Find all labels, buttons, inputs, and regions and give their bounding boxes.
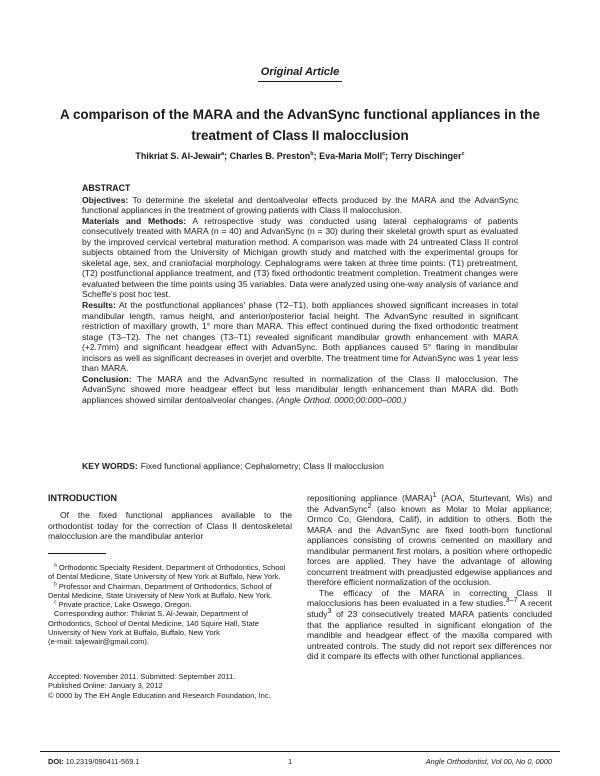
author-list: Thikriat S. Al-Jewair$^a$; Charles B. Preston$^b$; Eva-Maria Moll$^c$; Terry Dischinger$^c$ — [135, 151, 465, 161]
abstract-methods — [82, 216, 518, 300]
footnote-separator — [48, 553, 106, 554]
objectives-label: Objectives: — [82, 194, 129, 205]
text-span: repositioning appliance (MARA) — [307, 493, 433, 503]
abstract-conclusion — [82, 374, 518, 406]
citation-text: (Angle Orthod. 0000;00:000–000.) — [275, 394, 407, 405]
abstract-heading: ABSTRACT — [82, 183, 131, 193]
footnote-marker: c — [54, 599, 57, 606]
footnote-marker: b — [54, 581, 57, 588]
affiliation-footnotes — [48, 563, 292, 647]
intro-left-column — [48, 510, 292, 542]
intro-paragraph: Of the fixed functional appliances available to the orthodontist today for the correction of Class II dentoskeletal malocclusion are the mandibular anterior — [48, 510, 292, 542]
journal-citation: Angle Orthodontist, Vol 00, No 0, 0000 — [425, 757, 552, 766]
author-affiliation-marker: a — [221, 151, 225, 157]
author-name: Eva-Maria Moll — [319, 151, 383, 161]
intro-paragraph — [307, 588, 552, 662]
accepted-date: Accepted: November 2011. Submitted: September 2011. — [48, 672, 236, 681]
text-span: The efficacy of the MARA in correcting Class II malocclusions has been evaluated in a few studies. — [307, 587, 552, 609]
methods-text: A retrospective study was conducted using lateral cephalograms of patients consecutively treated with MARA (n = 40) and AdvanSync (n = 30) during their skeletal growth spurt as evaluated by the improved cervical vertebral maturation method. A comparison was made with 24 untreated Class II control subjects obtained from the University of Michigan growth study and matched with the experimental groups for skeletal age, sex, and craniofacial morphology. Cephalograms were taken at three time points: (T1) pretreatment, (T2) postfunctional appliance treatment, and (T3) fixed orthodontic treatment completion. Treatment changes were evaluated between the time points using 35 variables. Data were analyzed using one-way analysis of variance and Scheffe's post hoc test. — [82, 215, 518, 300]
introduction-heading: INTRODUCTION — [48, 493, 117, 503]
author-affiliation-marker: c — [461, 151, 465, 157]
page-number: 1 — [288, 757, 293, 766]
footnote-marker: a — [54, 562, 57, 569]
author-affiliation-marker: b — [310, 151, 314, 157]
keywords-label: KEY WORDS: — [82, 461, 138, 471]
footnote-item — [48, 582, 292, 601]
conclusion-label: Conclusion: — [82, 373, 132, 384]
email-line: (e-mail: taljewair@gmail.com). — [48, 637, 149, 647]
conclusion-text: The MARA and the AdvanSync resulted in normalization of the Class II malocclusion. The AdvanSync showed more headgear effect but less mandibular length enhancement than MARA did. Both appliances showed similar dentoalveolar changes. — [82, 373, 518, 405]
intro-right-column — [307, 493, 552, 662]
reference-marker: 3–7 — [505, 596, 518, 605]
article-type-label: Original Article — [260, 66, 340, 78]
copyright-line: © 0000 by The EH Angle Education and Research Foundation, Inc. — [48, 690, 271, 700]
author-name: Charles B. Preston — [229, 151, 311, 161]
author-name: Thikriat S. Al-Jewair — [135, 151, 222, 161]
author-name: Terry Dischinger — [390, 151, 462, 161]
reference-marker: 1 — [432, 491, 437, 500]
reference-marker: 3 — [327, 607, 332, 616]
text-span: (also known as Molar to Molar appliance; Ormco Co, Glendora, Calif), in addition to others. Both the MARA and the AdvanSync are fixed tooth-born functional appliances consisting of crowns cemented on maxillary and mandibular permanent first molars, a position where orthopedic forces are applied. They have the advantage of allowing concurrent treatment with preadjusted edgewise appliances and therefore efficient normalization of the occlusion. — [307, 503, 552, 588]
doi-label: DOI: — [48, 757, 64, 766]
abstract-section — [82, 183, 518, 405]
abstract-results — [82, 300, 518, 374]
footnote-item — [48, 600, 292, 609]
header-underline — [258, 81, 342, 82]
footnote-item — [48, 563, 292, 582]
footnote-text: Professor and Chairman, Department of Orthodontics, School of Dental Medicine, State University of New York at Buffalo, New York. — [48, 581, 273, 600]
article-title: A comparison of the MARA and the AdvanSync functional appliances in the treatment of Class II malocclusion — [60, 107, 540, 143]
corresponding-author: Corresponding author: Thikriat S. Al-Jewair, Department of Orthodontics, School of Dental Medicine, 140 Squire Hall, State University of New York at Buffalo, Buffalo, New York — [48, 609, 259, 638]
text-span: of 23 consecutively treated MARA patients concluded that the appliance resulted in significant elongation of the mandible and headgear effect of the maxilla compared with untreated controls. The study did not report sex differences nor did it compare its effects with other functional appliances. — [307, 609, 552, 662]
publication-info — [48, 672, 292, 700]
intro-paragraph — [307, 493, 552, 588]
doi-value[interactable]: 10.2319/090411-569.1 — [65, 757, 140, 766]
results-label: Results: — [82, 300, 116, 311]
keywords-line — [82, 461, 518, 471]
footnote-text: Private practice, Lake Oswego, Oregon. — [56, 600, 192, 610]
abstract-objectives — [82, 195, 518, 216]
objectives-text: To determine the skeletal and dentoalveolar effects produced by the MARA and the AdvanSync functional appliances in the treatment of growing patients with Class II malocclusion. — [82, 194, 518, 216]
doi-line[interactable] — [48, 757, 140, 766]
results-text: At the postfunctional appliances' phase (T2–T1), both appliances showed significant increases in total mandibular length, ramus height, and anterior/posterior facial height. The AdvanSync resulted in significant restriction of maxillary growth, 1° more than MARA. This effect continued during the fixed orthodontic treatment stage (T3–T2). The net changes (T3–T1) revealed significant mandibular growth enhancement with MARA (+2.7mm) and significant headgear effect with AdvanSync. Both appliances caused 5° flaring in mandibular incisors as well as significant decreases in overjet and overbite. The treatment time for AdvanSync was 1 year less than MARA. — [82, 300, 519, 374]
footnote-text: Orthodontic Specialty Resident, Department of Orthodontics, School of Dental Medicine, State University of New York at Buffalo, New York. — [48, 563, 286, 582]
methods-label: Materials and Methods: — [82, 215, 187, 226]
text-span: (AOA, Sturtevant, Wis) and the AdvanSync — [307, 493, 552, 514]
published-date: Published Online: January 3, 2012 — [48, 681, 163, 691]
author-affiliation-marker: c — [382, 151, 386, 157]
reference-marker: 2 — [367, 501, 372, 510]
footer-rule — [40, 751, 560, 752]
keywords-text: Fixed functional appliance; Cephalometry; Class II malocclusion — [140, 461, 384, 471]
text-span: A recent study — [307, 598, 552, 620]
